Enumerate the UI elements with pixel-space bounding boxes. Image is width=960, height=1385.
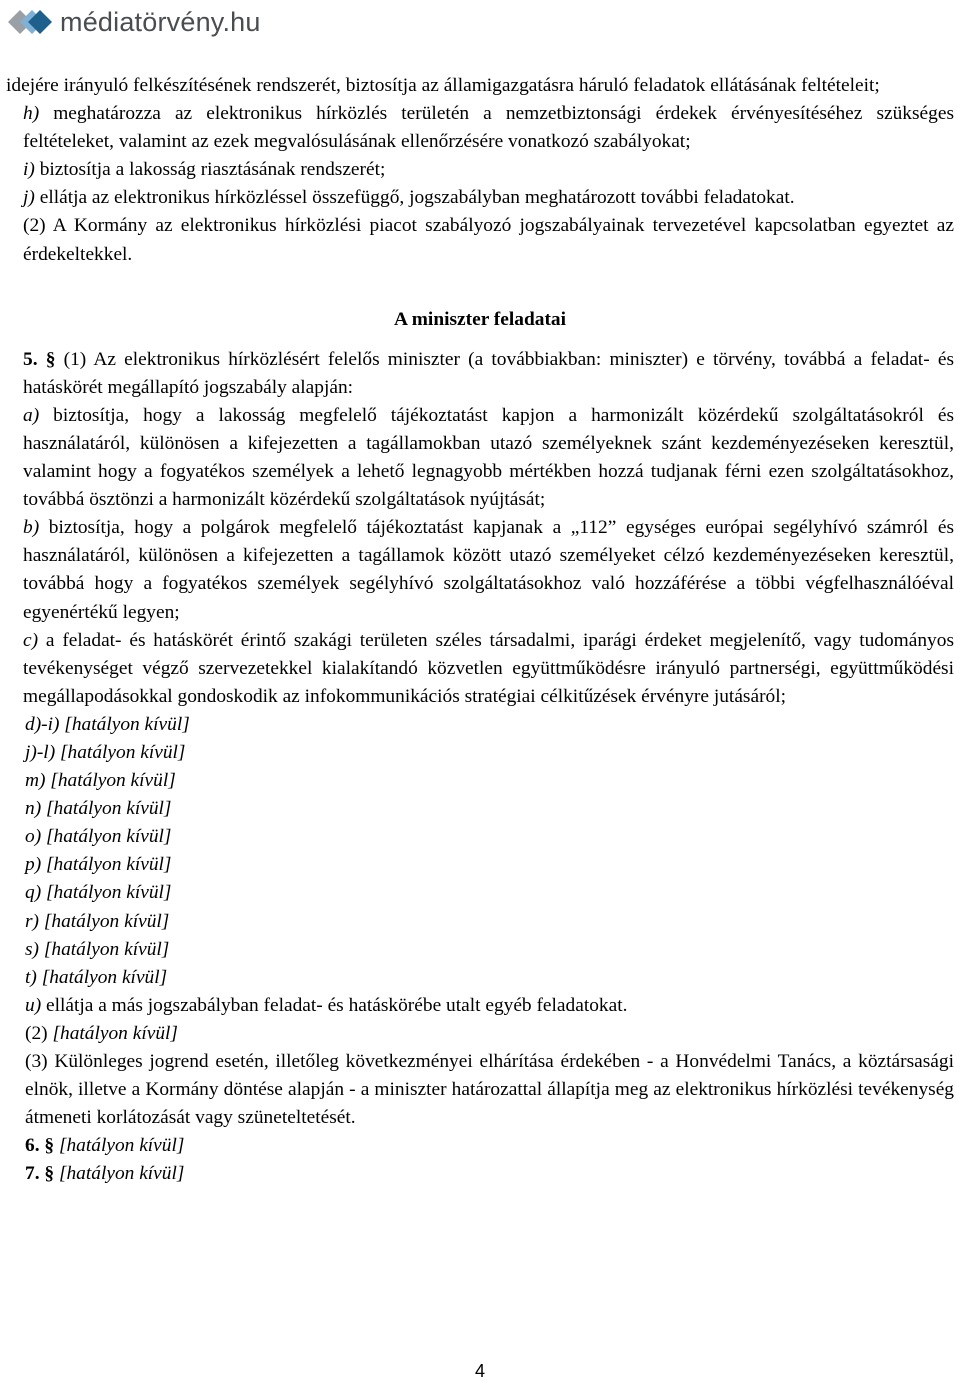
item-h bbox=[6, 100, 954, 156]
item-label: c) bbox=[23, 629, 39, 651]
section-text: (1) Az elektronikus hírközlésért felelős miniszter (a továbbiakban: miniszter) e törvény, továbbá a feladat- és hatáskörét megállapító jogszabály alapján: bbox=[23, 348, 954, 398]
section-number: 6. § bbox=[25, 1135, 55, 1157]
item-i bbox=[6, 156, 954, 184]
site-logo bbox=[4, 2, 261, 42]
subsection-number: (2) bbox=[25, 1022, 48, 1044]
item-label: h) bbox=[23, 103, 40, 125]
document-body bbox=[6, 72, 954, 1188]
section-heading: A miniszter feladatai bbox=[394, 308, 566, 330]
page-number: 4 bbox=[474, 1361, 485, 1381]
section-text: [hatályon kívül] bbox=[54, 1163, 185, 1185]
section-number: 5. § bbox=[23, 348, 56, 370]
logo-icon bbox=[4, 2, 56, 42]
item-text: biztosítja a lakosság riasztásának rendszerét; bbox=[34, 159, 386, 181]
subsection-5-3: (3) Különleges jogrend esetén, illetőleg következményei elhárítása érdekében - a Honvédelmi Tanács, a köztársasági elnök, illetve a Kormány döntése alapján - a miniszter határozattal állapítja meg az elektronikus hírközlési tevékenység átmeneti korlátozását vagy szüneteltetését. bbox=[25, 1051, 954, 1129]
item-c bbox=[6, 627, 954, 711]
item-text: biztosítja, hogy a lakosság megfelelő tájékoztatást kapjon a harmonizált közérdekű szolgáltatásokról és használatáról, különösen a kifejezetten a tagállamokban utazó személyeknek szánt kezdeményezéseken keresztül, valamint hogy a fogyatékos személyek a lehető legnagyobb mértékben hozzá tudjanak férni ezen szolgáltatásokhoz, továbbá ösztönzi a harmonizált közérdekű szolgáltatások nyújtását; bbox=[23, 404, 954, 511]
item-label: a) bbox=[23, 404, 40, 426]
repealed-item: o) [hatályon kívül] bbox=[25, 826, 172, 848]
logo-text: médiatörvény.hu bbox=[60, 6, 261, 37]
repealed-item: d)-i) [hatályon kívül] bbox=[25, 713, 190, 735]
repealed-item: q) [hatályon kívül] bbox=[25, 882, 172, 904]
repealed-item: j)-l) [hatályon kívül] bbox=[25, 741, 186, 763]
section-7 bbox=[6, 1160, 954, 1188]
section-6 bbox=[6, 1132, 954, 1160]
section-number: 7. § bbox=[25, 1163, 55, 1185]
item-b bbox=[6, 514, 954, 626]
item-label: u) bbox=[25, 994, 42, 1016]
item-text: ellátja az elektronikus hírközléssel összefüggő, jogszabályban meghatározott további feladatokat. bbox=[34, 187, 795, 209]
item-text: biztosítja, hogy a polgárok megfelelő tájékoztatást kapjanak a „112” egységes európai segélyhívó számról és használatáról, különösen a kifejezetten a tagállamok között utazó személyeket célzó kezdeményezéseken keresztül, továbbá hogy a fogyatékos személyek segélyhívó szolgáltatásokhoz való hozzáférése a többi végfelhasználóéval egyenértékű legyen; bbox=[23, 517, 954, 623]
repealed-item: r) [hatályon kívül] bbox=[25, 910, 170, 932]
subsection-text: [hatályon kívül] bbox=[47, 1022, 178, 1044]
repealed-item: t) [hatályon kívül] bbox=[25, 966, 168, 988]
item-u bbox=[6, 992, 954, 1020]
item-j bbox=[6, 184, 954, 212]
paragraph-continuation: idejére irányuló felkészítésének rendszerét, biztosítja az államigazgatásra háruló feladatok ellátásának feltételeit; bbox=[6, 75, 880, 96]
item-text: meghatározza az elektronikus hírközlés területén a nemzetbiztonsági érdekek érvényesítéséhez szükséges feltételeket, valamint az ezek megvalósulásának ellenőrzésére vonatkozó szabályokat; bbox=[23, 103, 954, 153]
repealed-list bbox=[6, 711, 954, 992]
repealed-item: m) [hatályon kívül] bbox=[25, 770, 176, 792]
item-label: i) bbox=[23, 159, 35, 181]
item-label: b) bbox=[23, 517, 40, 539]
repealed-item: n) [hatályon kívül] bbox=[25, 798, 172, 820]
subsection-2: (2) A Kormány az elektronikus hírközlési piacot szabályozó jogszabályainak tervezetével kapcsolatban egyeztet az érdekeltekkel. bbox=[23, 215, 954, 265]
section-5-intro bbox=[6, 346, 954, 402]
item-text: ellátja a más jogszabályban feladat- és hatáskörébe utalt egyéb feladatokat. bbox=[41, 994, 628, 1016]
item-text: a feladat- és hatáskörét érintő szakági területen széles társadalmi, iparági érdeket megjelenítő, vagy tudományos tevékenységet végző szervezetekkel kialakítandó közvetlen együttműködésre irányuló partnerségi, együttműködési megállapodásokkal gondoskodik az infokommunikációs stratégiai célkitűzések érvényre jutásáról; bbox=[23, 629, 954, 707]
item-a bbox=[6, 402, 954, 514]
section-text: [hatályon kívül] bbox=[54, 1135, 185, 1157]
subsection-5-2 bbox=[6, 1020, 954, 1048]
item-label: j) bbox=[23, 187, 35, 209]
repealed-item: p) [hatályon kívül] bbox=[25, 854, 172, 876]
repealed-item: s) [hatályon kívül] bbox=[25, 938, 170, 960]
